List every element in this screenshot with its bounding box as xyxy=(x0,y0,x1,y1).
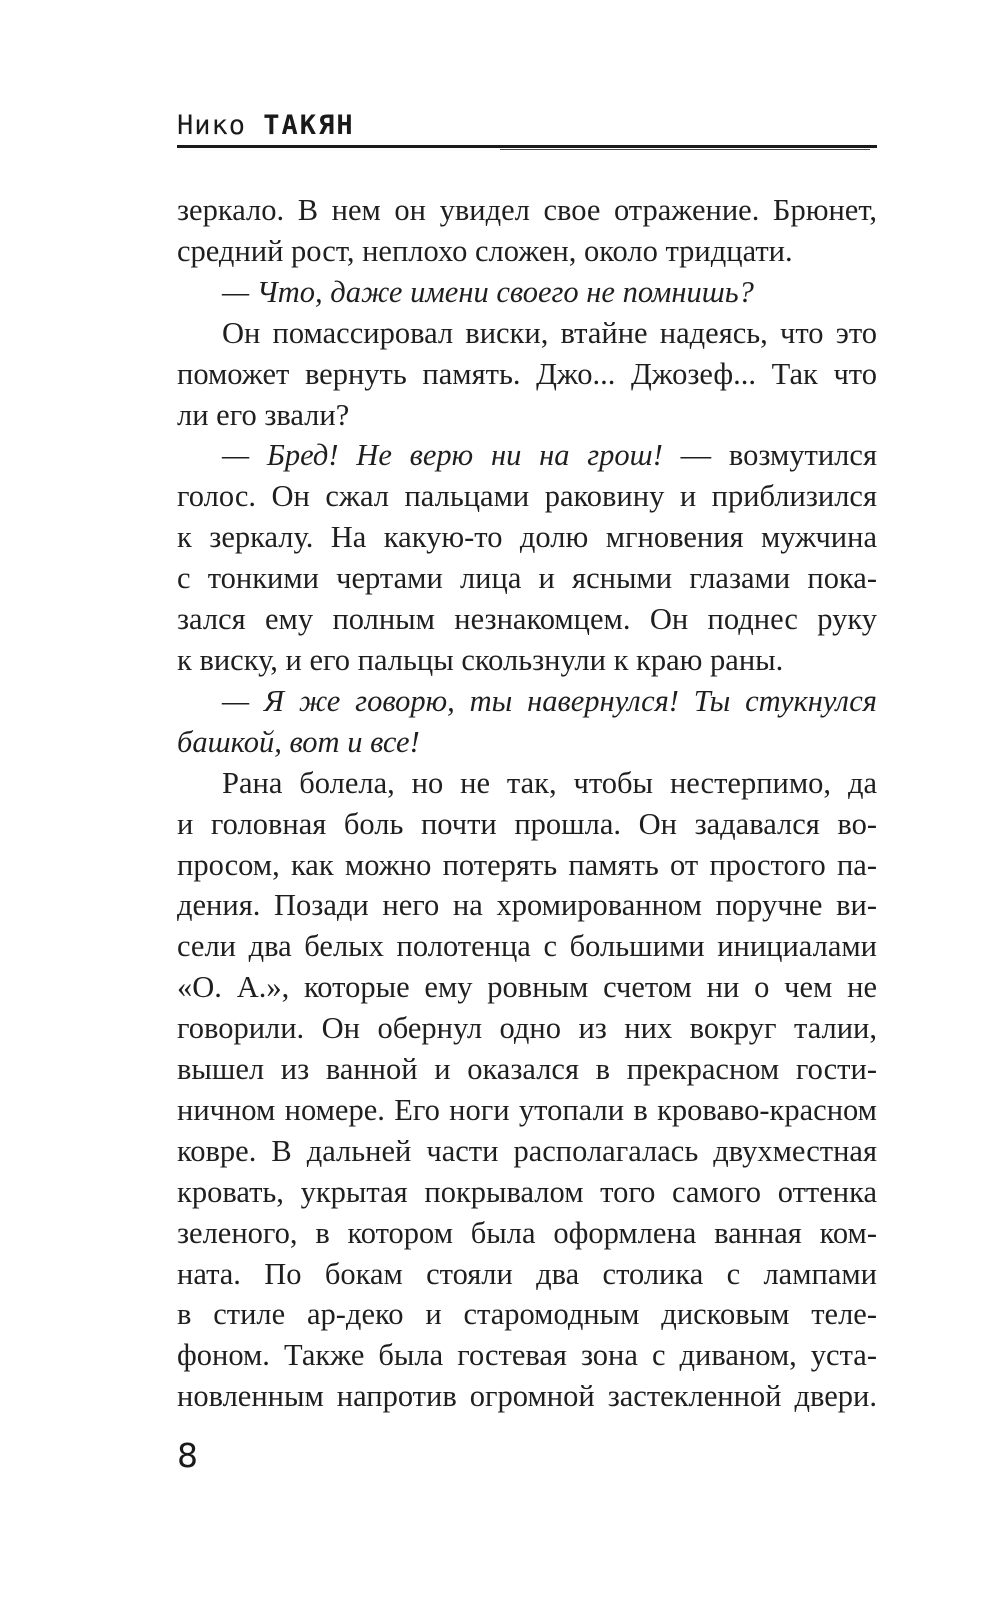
author-first-name: Нико xyxy=(177,110,247,141)
dialogue-line: — Я же говорю, ты навернулся! Ты стукнулся xyxy=(222,683,877,718)
text-line: средний рост, неплохо сложен, около тридцати. xyxy=(177,233,793,268)
text-line: зеленого, в котором была оформлена ванная ком- xyxy=(177,1215,877,1250)
text-line: дения. Позади него на хромированном поручне ви- xyxy=(177,888,877,923)
text-line: просом, как можно потерять память от простого па- xyxy=(177,847,877,882)
text-line: кровать, укрытая покрывалом того самого оттенка xyxy=(177,1174,877,1209)
text-line: с тонкими чертами лица и ясными глазами пока- xyxy=(177,561,877,596)
text-line: поможет вернуть память. Джо... Джозеф... Так что xyxy=(177,356,877,391)
text-line: сели два белых полотенца с большими инициалами xyxy=(177,929,877,964)
text-line: ковре. В дальней части располагалась двухместная xyxy=(177,1133,877,1168)
text-line: зеркало. В нем он увидел свое отражение. Брюнет, xyxy=(177,193,877,227)
text-line: ната. По бокам стояли два столика с лампами xyxy=(177,1256,877,1291)
header-rule-thin xyxy=(500,149,870,150)
dialogue-line: — Что, даже имени своего не помнишь? xyxy=(222,274,754,309)
text-line: вышел из ванной и оказался в прекрасном гости- xyxy=(177,1052,877,1087)
header-rule xyxy=(177,145,877,148)
page-number: 8 xyxy=(177,1436,198,1475)
text-line: ничном номере. Его ноги утопали в кроваво-красном xyxy=(177,1092,877,1127)
text-line: ли его звали? xyxy=(177,397,350,432)
dialogue-line: башкой, вот и все! xyxy=(177,724,420,759)
text-line: «О. А.», которые ему ровным счетом ни о чем не xyxy=(177,970,877,1005)
text-line: к зеркалу. На какую-то долю мгновения мужчина xyxy=(177,520,877,555)
dialogue-speech: — Бред! Не верю ни на грош! xyxy=(222,438,663,473)
text-line: зался ему полным незнакомцем. Он поднес руку xyxy=(177,602,877,637)
dialogue-tag: — возмутился xyxy=(662,438,877,473)
text-line: голос. Он сжал пальцами раковину и приблизился xyxy=(177,479,877,514)
text-line: Он помассировал виски, втайне надеясь, что это xyxy=(222,315,877,350)
text-line: и головная боль почти прошла. Он задавался во- xyxy=(177,806,877,841)
text-line: к виску, и его пальцы скользнули к краю раны. xyxy=(177,642,784,677)
text-line: говорили. Он обернул одно из них вокруг талии, xyxy=(177,1011,877,1046)
text-line: Рана болела, но не так, чтобы нестерпимо, да xyxy=(222,765,877,800)
dialogue-line-mixed xyxy=(177,435,877,476)
text-line: в стиле ар-деко и старомодным дисковым теле- xyxy=(177,1297,877,1332)
page-body xyxy=(177,190,877,1417)
running-head xyxy=(177,110,355,141)
text-line: новленным напротив огромной застекленной двери. xyxy=(177,1379,877,1414)
author-last-name: ТАКЯН xyxy=(263,110,355,141)
text-line: фоном. Также была гостевая зона с диваном, уста- xyxy=(177,1338,877,1373)
